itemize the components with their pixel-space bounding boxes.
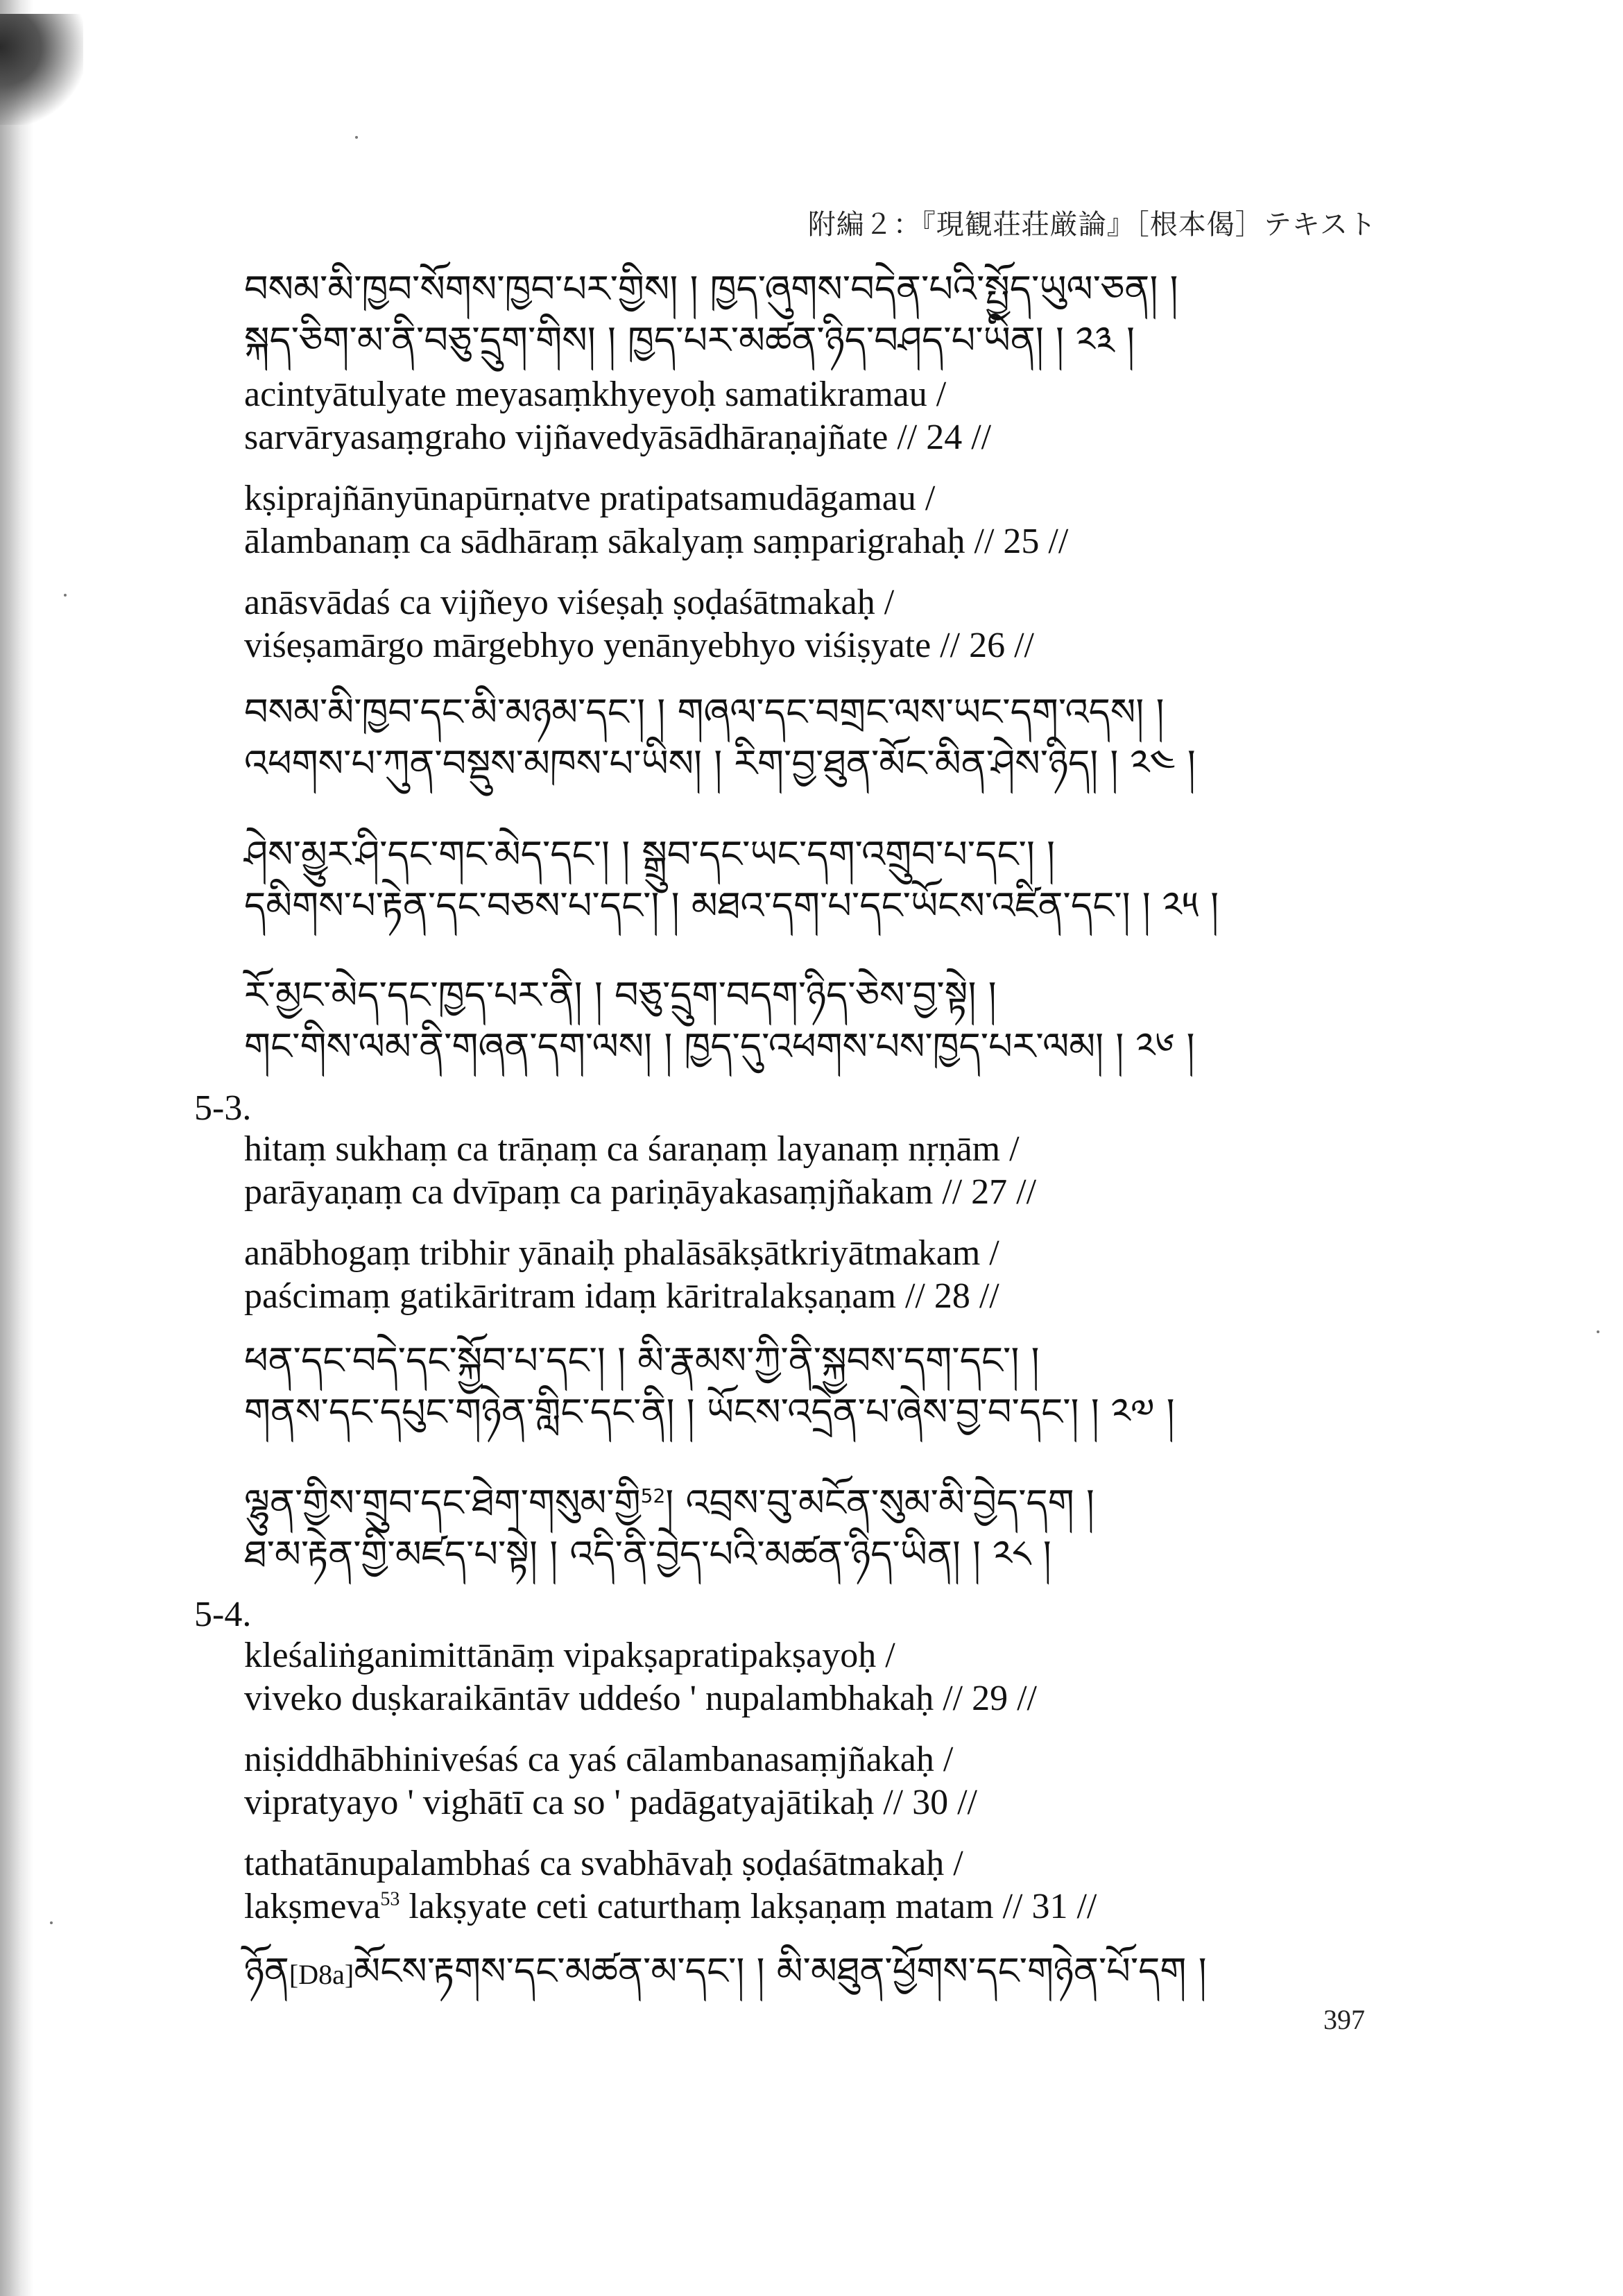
section-number: 5-3. <box>194 1088 252 1128</box>
scan-speck <box>50 1921 53 1924</box>
sanskrit-line: paścimaṃ gatikāritram idaṃ kāritralakṣaṇam // 28 // <box>244 1276 999 1316</box>
sanskrit-verse-31 <box>244 1842 1354 1928</box>
sanskrit-line: tathatānupalambhaś ca svabhāvaḥ ṣoḍaśātmakaḥ / <box>244 1844 963 1883</box>
section-number: 5-4. <box>194 1595 252 1634</box>
tibetan-verse-27 <box>244 1335 1285 1438</box>
scan-speck <box>1597 1330 1599 1333</box>
sanskrit-line: vipratyayo ' vighātī ca so ' padāgatyajātikaḥ // 30 // <box>244 1783 977 1822</box>
sanskrit-line: kṣiprajñānyūnapūrṇatve pratipatsamudāgamau / <box>244 479 936 518</box>
sanskrit-line: kleśaliṅganimittānāṃ vipakṣapratipakṣayoḥ / <box>244 1636 895 1675</box>
footnote-marker: 52 <box>640 1484 666 1507</box>
sanskrit-line: sarvāryasaṃgraho vijñavedyāsādhāraṇajñate // 24 // <box>244 418 992 457</box>
scan-spine-shadow <box>0 0 33 2296</box>
running-header: 附編２：『現観荘荘厳論』［根本偈］テキスト <box>807 209 1377 241</box>
tibetan-verse-26 <box>244 970 1285 1072</box>
sanskrit-verse-27 <box>244 1128 1354 1214</box>
sanskrit-line: parāyaṇaṃ ca dvīpaṃ ca pariṇāyakasaṃjñakam // 27 // <box>244 1172 1037 1212</box>
tibetan-line: གང་གིས་ལམ་ནི་གཞན་དག་ལས། ། ཁྱད་དུ་འཕགས་པས་ཁྱད་པར་ལམ། ། ༢༦ ། <box>244 1025 1195 1068</box>
sanskrit-verse-26 <box>244 581 1354 667</box>
tibetan-text: མོངས་རྟགས་དང་མཚན་མ་དང་། ། མི་མཐུན་ཕྱོགས་དང་གཉེན་པོ་དག ། <box>354 1949 1207 1993</box>
tibetan-line: སྐད་ཅིག་མ་ནི་བཅུ་དྲུག་གིས། ། ཁྱད་པར་མཚན་ཉིད་བཤད་པ་ཡིན། ། ༢༣ ། <box>244 318 1135 362</box>
tibetan-line: བསམ་མི་ཁྱབ་སོགས་ཁྱབ་པར་གྱིས། ། ཁྱད་ཞུགས་བདེན་པའི་སྤྱོད་ཡུལ་ཅན། ། <box>244 267 1178 311</box>
tibetan-verse-25 <box>244 829 1285 932</box>
sanskrit-verse-29 <box>244 1634 1354 1720</box>
sanskrit-verse-30 <box>244 1738 1354 1824</box>
scan-corner-shadow <box>0 14 83 125</box>
page-number: 397 <box>1323 2004 1365 2035</box>
sanskrit-text: lakṣmeva <box>244 1887 381 1926</box>
sanskrit-line <box>244 1885 1354 1928</box>
tibetan-line: དམིགས་པ་རྟེན་དང་བཅས་པ་དང་། ། མཐའ་དག་པ་དང་ཡོངས་འཛིན་དང་། ། ༢༥ ། <box>244 884 1219 927</box>
tibetan-line <box>244 1477 1285 1529</box>
tibetan-line: རོ་མྱང་མེད་དང་ཁྱད་པར་ནི། ། བཅུ་དྲུག་བདག་ཉིད་ཅེས་བྱ་སྟེ། ། <box>244 973 997 1017</box>
footnote-marker: 53 <box>380 1888 400 1910</box>
tibetan-verse-28 <box>244 1477 1285 1580</box>
folio-reference: [D8a] <box>289 1959 354 1990</box>
sanskrit-line: acintyātulyate meyasaṃkhyeyoḥ samatikramau / <box>244 375 947 414</box>
sanskrit-line: viveko duṣkaraikāntāv uddeśo ' nupalambhakaḥ // 29 // <box>244 1679 1037 1718</box>
scan-speck <box>355 136 358 139</box>
sanskrit-line: anāsvādaś ca vijñeyo viśeṣaḥ ṣoḍaśātmakaḥ / <box>244 583 895 622</box>
tibetan-verse-23 <box>244 264 1285 366</box>
tibetan-line <box>244 1946 1285 1997</box>
tibetan-line: ཤེས་མྱུར་ཤི་དང་གང་མེད་དང་། ། སྒྲུབ་དང་ཡང་དག་འགྲུབ་པ་དང་། ། <box>244 832 1056 876</box>
tibetan-line: ཕན་དང་བདེ་དང་སྐྱོབ་པ་དང་། ། མི་རྣམས་ཀྱི་ནི་སྐྱབས་དག་དང་། ། <box>244 1339 1040 1382</box>
sanskrit-verse-25 <box>244 477 1354 563</box>
tibetan-line: བསམ་མི་ཁྱབ་དང་མི་མཉམ་དང་། ། གཞལ་དང་བགྲང་ལས་ཡང་དག་འདས། ། <box>244 690 1165 734</box>
tibetan-text: ཉོན <box>244 1949 289 1993</box>
tibetan-text: ལྷུན་གྱིས་གྲུབ་དང་ཐེག་གསུམ་གྱི <box>244 1481 641 1525</box>
scan-speck <box>64 594 67 597</box>
sanskrit-verse-24 <box>244 373 1354 459</box>
tibetan-line: གནས་དང་དཔུང་གཉེན་གླིང་དང་ནི། ། ཡོངས་འདྲེན་པ་ཞེས་བྱ་བ་དང་། ། ༢༧ ། <box>244 1390 1175 1434</box>
sanskrit-line: viśeṣamārgo mārgebhyo yenānyebhyo viśiṣyate // 26 // <box>244 626 1034 665</box>
sanskrit-verse-28 <box>244 1232 1354 1318</box>
tibetan-line: འཕགས་པ་ཀུན་བསྡུས་མཁས་པ་ཡིས། ། རིག་བྱ་ཐུན་མོང་མིན་ཤེས་ཉིད། ། ༢༤ ། <box>244 742 1196 785</box>
tibetan-verse-29-start <box>244 1946 1285 1997</box>
tibetan-text: ། འབྲས་བུ་མངོན་སུམ་མི་བྱེད་དག ། <box>665 1481 1094 1525</box>
sanskrit-line: niṣiddhābhiniveśaś ca yaś cālambanasaṃjñakaḥ / <box>244 1740 954 1779</box>
sanskrit-line: ālambanaṃ ca sādhāraṃ sākalyaṃ saṃparigrahaḥ // 25 // <box>244 522 1069 561</box>
sanskrit-text: lakṣyate ceti caturthaṃ lakṣaṇaṃ matam // 31 // <box>400 1887 1097 1926</box>
sanskrit-line: hitaṃ sukhaṃ ca trāṇaṃ ca śaraṇaṃ layanaṃ nṛṇām / <box>244 1129 1020 1169</box>
tibetan-line: ཐ་མ་རྟེན་གྱི་མཛད་པ་སྟེ། ། འདི་ནི་བྱེད་པའི་མཚན་ཉིད་ཡིན། ། ༢༨ ། <box>244 1532 1051 1576</box>
sanskrit-line: anābhogaṃ tribhir yānaiḥ phalāsākṣātkriyātmakam / <box>244 1233 999 1273</box>
tibetan-verse-24 <box>244 687 1285 789</box>
